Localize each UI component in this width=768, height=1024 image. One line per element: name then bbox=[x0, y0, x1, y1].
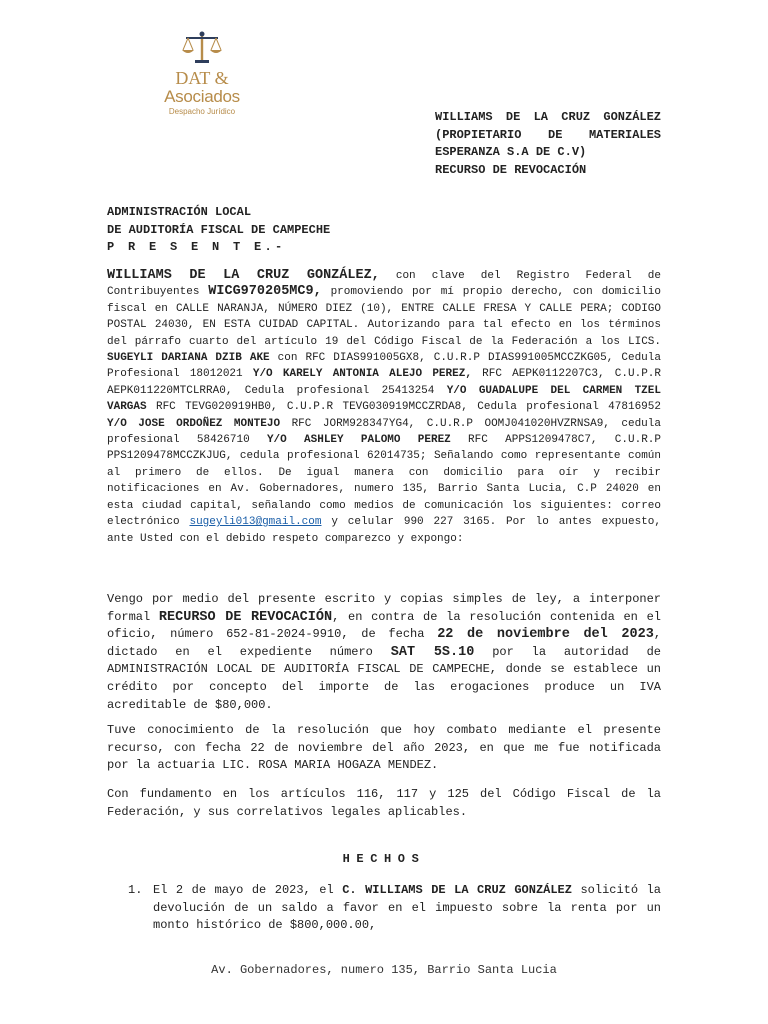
recipient-line-1: ADMINISTRACIÓN LOCAL bbox=[107, 205, 252, 219]
authorized-lawyer: Y/O GUADALUPE DEL CARMEN TZEL VARGAS bbox=[107, 384, 661, 414]
notification-paragraph: Tuve conocimiento de la resolución que hoy combato mediante el presente recurso, con fecha 22 de noviembre del año 2023, en que me fue notificada por la actuaria LIC. ROSA MARIA HOGAZA MENDEZ. bbox=[107, 723, 661, 773]
intro-text: promoviendo por mí propio derecho, con domicilio fiscal en CALLE NARANJA, NÚMERO DIEZ (10), ENTRE CALLE FRESA Y CALLE PERA; CODIGO POSTAL 24030, EN ESTA CUIDAD CAPITAL. Autorizando para tal efecto en los términos del párrafo cuarto del artículo 19 del Código Fiscal de la Federación a los LICS. bbox=[107, 286, 661, 348]
intro-text: con RFC DIAS991005GX8, C.U.R.P DIAS991005MCCZKG05, Cedula Profesional 18012021 bbox=[107, 352, 661, 381]
intro-text: RFC APPS1209478C7, C.U.R.P PPS1209478MCCZKJUG, cedula profesional 62014735; Señalando como representante común al primero de ellos. De igual manera con domicilio para oír y recibir notificaciones en Av. Gobernadores, numero 135, Barrio Santa Lucia, C.P 24020 en esta ciudad capital, señalando como medios de comunicación los siguientes: correo electrónico bbox=[107, 434, 662, 529]
intro-text: RFC TEVG020919HB0, C.U.P.R TEVG030919MCCZRDA8, Cedula profesional 47816952 bbox=[146, 401, 661, 414]
intro-text: RFC AEPK0112207C3, C.U.P.R AEPK011220MTCLRRA0, Cedula profesional 25413254 bbox=[107, 368, 661, 397]
recipient-line-2: DE AUDITORÍA FISCAL DE CAMPECHE bbox=[107, 222, 331, 237]
appeal-text: , en contra de la resolución contenida en el oficio, número 652-81-2024-9910, de fecha bbox=[107, 609, 661, 642]
file-number: SAT 5S.10 bbox=[390, 644, 475, 660]
legal-basis-paragraph: Con fundamento en los artículos 116, 117 y 125 del Código Fiscal de la Federación, y sus correlativos legales aplicables. bbox=[107, 787, 661, 819]
email-link[interactable]: sugeyli013@gmail.com bbox=[189, 516, 322, 529]
fact-person: C. WILLIAMS DE LA CRUZ GONZÁLEZ bbox=[342, 883, 572, 897]
appeal-text: , dictado en el expediente número bbox=[107, 627, 662, 659]
addressee-name: WILLIAMS DE LA CRUZ GONZÁLEZ (PROPIETARIO DE MATERIALES ESPERANZA S.A DE C.V) bbox=[435, 110, 661, 160]
firm-logo bbox=[155, 30, 249, 138]
appeal-text: Vengo por medio del presente escrito y copias simples de ley, a interponer formal bbox=[107, 592, 661, 624]
appeal-text: por la autoridad de ADMINISTRACIÓN LOCAL DE AUDITORÍA FISCAL DE CAMPECHE, donde se establece un crédito por concepto del importe de las erogaciones produce un IVA acreditable de $80,000. bbox=[107, 644, 661, 712]
authorized-lawyer: Y/O KARELY ANTONIA ALEJO PEREZ, bbox=[252, 368, 472, 381]
appeal-type: RECURSO DE REVOCACIÓN bbox=[158, 609, 333, 625]
appeal-paragraph bbox=[107, 591, 661, 714]
list-item bbox=[128, 882, 661, 935]
intro-text: y celular 990 227 3165. Por lo antes expuesto, ante Usted con el debido respeto comparezco y expongo: bbox=[107, 516, 661, 545]
logo-line-1: DAT & bbox=[175, 68, 229, 88]
list-item-text bbox=[153, 882, 661, 935]
scales-of-justice-icon bbox=[180, 30, 224, 66]
authorized-lawyer: Y/O ASHLEY PALOMO PEREZ bbox=[266, 434, 451, 447]
fact-text: solicitó la devolución de un saldo a favor en el impuesto sobre la renta por un monto histórico de $800,000.00, bbox=[153, 883, 661, 933]
logo-line-2: Asociados bbox=[164, 87, 240, 106]
hechos-heading: HECHOS bbox=[342, 852, 426, 866]
authorized-lawyer: Y/O JOSE ORDOÑEZ MONTEJO bbox=[107, 417, 281, 430]
recipient-line-3: P R E S E N T E.- bbox=[107, 240, 286, 255]
addressee-block bbox=[435, 109, 661, 179]
resolution-date: 22 de noviembre del 2023 bbox=[437, 627, 654, 643]
logo-line-3: Despacho Jurídico bbox=[168, 107, 236, 116]
petitioner-name: WILLIAMS DE LA CRUZ GONZÁLEZ, bbox=[107, 268, 380, 283]
intro-text: con clave del Registro Federal de Contribuyentes bbox=[107, 270, 661, 299]
petitioner-rfc: WICG970205MC9, bbox=[208, 284, 322, 300]
recipient-block bbox=[107, 204, 667, 257]
fact-text: El 2 de mayo de 2023, el bbox=[153, 883, 343, 897]
addressee-subject: RECURSO DE REVOCACIÓN bbox=[435, 162, 587, 177]
authorized-lawyer: SUGEYLI DARIANA DZIB AKE bbox=[107, 352, 270, 365]
intro-text: RFC JORM928347YG4, C.U.R.P OOMJ041020HVZRNSA9, cedula profesional 58426710 bbox=[107, 417, 661, 447]
page-footer: Av. Gobernadores, numero 135, Barrio Santa Lucia bbox=[211, 963, 557, 977]
intro-paragraph bbox=[107, 268, 661, 547]
list-item-number: 1. bbox=[128, 883, 143, 897]
